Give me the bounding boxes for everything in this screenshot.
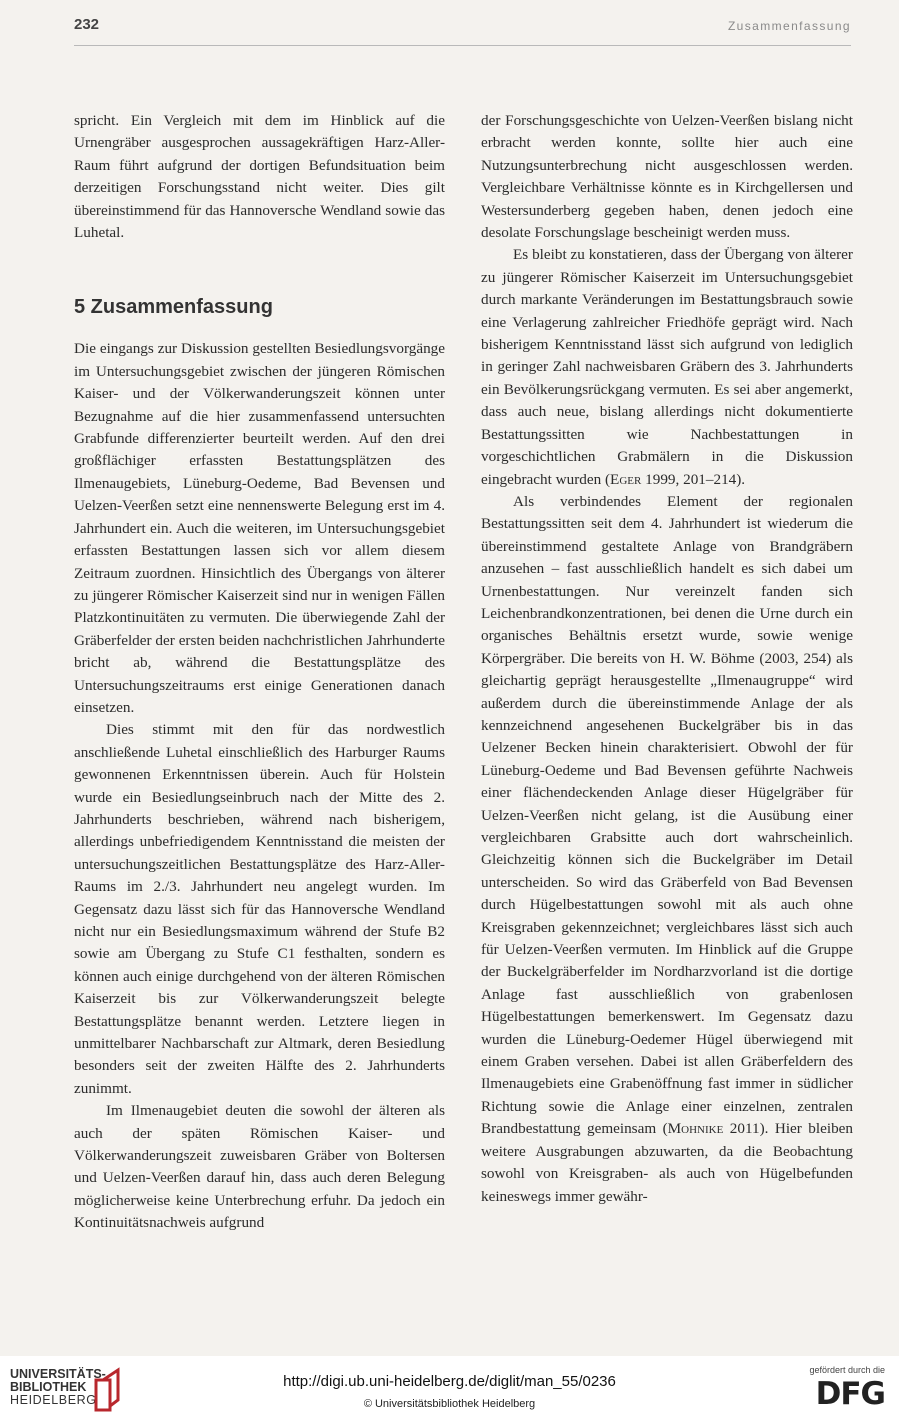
right-paragraph-continued: der Forschungsgeschichte von Uelzen-Veerßen bislang nicht erbracht werden konnte, sollte hier auch eine Nutzungsunterbrechung nicht ausgeschlossen werden. Vergleichbare Verhältnisse könnte es in Kirchgellersen und Westersunderberg gegeben haben, denen jedoch eine desolate Forschungslage bescheinigt werden muss. [481, 112, 853, 242]
header-rule [74, 45, 851, 46]
dfg-logo[interactable]: DFG [815, 1376, 885, 1412]
left-paragraph-continued: spricht. Ein Vergleich mit dem im Hinblick auf die Urnengräber ausgesprochen aussagekräftigen Harz-Aller-Raum führt aufgrund der dortigen Befundsituation beim derzeitigen Forschungsstand nicht weiter. Dies gilt übereinstimmend für das Hannoversche Wendland sowie das Luhetal. [74, 112, 445, 242]
right-paragraph-2 [481, 491, 853, 1208]
left-paragraph-3: Im Ilmenaugebiet deuten die sowohl der älteren als auch der späten Römischen Kaiser- und Völkerwanderungszeit zuweisbaren Gräber von Boltersen und Uelzen-Veerßen darauf hin, dass auch deren Belegung möglicherweise keine Unterbrechung erfuhr. Da jedoch ein Kontinuitätsnachweis aufgrund [74, 1102, 445, 1232]
page-number: 232 [74, 16, 100, 33]
right-paragraph-2-end: 2011). Hier bleiben weitere Ausgrabungen abzuwarten, da die Beobachtung sowohl von Kreisgraben- als auch von Hügelbefunden keineswegs immer gewähr- [481, 1120, 853, 1205]
right-paragraph-1 [481, 244, 853, 490]
left-column [74, 110, 445, 1235]
left-paragraph-1: Die eingangs zur Diskussion gestellten Besiedlungsvorgänge im Untersuchungsgebiet zwischen der jüngeren Römischen Kaiser- und der Völkerwanderungszeit können unter Bezugnahme auf die hier zusammenfassend untersuchten Grabfunde differenzierter beurteilt werden. Auf den drei großflächiger erfassten Bestattungsplätzen des Ilmenaugebiets, Lüneburg-Oedeme, Bad Bevensen und Uelzen-Veerßen setzt eine nennenswerte Belegung erst im 4. Jahrhundert ein. Auch die weiteren, im Untersuchungsgebiet erfassten Bestattungen lassen sich vor allem diesem Zeitraum zuordnen. Hinsichtlich des Übergangs von älterer zu jüngerer Römischer Kaiserzeit sind nur in wenigen Fällen Platzkontinuitäten zu vermuten. Die überwiegende Zahl der Gräberfelder der ersten beiden nachchristlichen Jahrhunderte bricht ab, während die Bestattungsplätze des Untersuchungszeitraums erst einige Generationen danach einsetzen. [74, 340, 445, 716]
right-paragraph-1-text: Es bleibt zu konstatieren, dass der Übergang von älterer zu jüngerer Römischer Kaiserzeit im Untersuchungsgebiet durch markante Veränderungen im Bestattungsbrauch sowie eine Verlagerung zahlreicher Friedhöfe geprägt wird. Nach bisherigem Kenntnisstand lässt sich aufgrund von lediglich in geringer Zahl nachweisbaren Gräbern des 3. Jahrhunderts ein Bevölkerungsrückgang vermuten. Es sei aber angemerkt, dass auch neue, bislang allerdings nicht dokumentierte Bestattungssitten wie Nachbestattungen in vorgeschichtlichen Grabmälern in die Diskussion eingebracht wurden ( [481, 246, 853, 488]
library-logo-line1: UNIVERSITÄTS- [10, 1367, 106, 1381]
dfg-caption: gefördert durch die [809, 1365, 885, 1375]
footer-bar [0, 1356, 899, 1422]
right-paragraph-1-citation: 1999, 201–214). [641, 470, 746, 488]
running-head: Zusammenfassung [727, 19, 851, 33]
library-logo-line3: HEIDELBERG [10, 1393, 97, 1407]
right-column [481, 110, 853, 1208]
library-logo-line2: BIBLIOTHEK [10, 1380, 87, 1394]
right-paragraph-2-text: Als verbindendes Element der regionalen Bestattungssitten seit dem 4. Jahrhundert ist wiederum die übereinstimmend gestaltete Anlage von Brandgräbern anzusehen – fast ausschließlich handelt es sich dabei um Urnenbestattungen. Nur vereinzelt fanden sich Leichenbrandkonzentrationen, bei denen die Urne durch ein organisches Behältnis ersetzt wurde, sowie wenige Körpergräber. Die bereits von H. W. Böhme (2003, 254) als gleichartig geprägt herausgestellte „Ilmenaugruppe“ wird außerdem durch die übereinstimmende Anlage der als kennzeichnend angesehenen Buckelgräber bis in das Uelzener Becken hinein charakterisiert. Obwohl der für Lüneburg-Oedeme und Bad Bevensen geführte Nachweis einer flächendeckenden Anlage dieser Hügelgräber für Uelzen-Veerßen nicht gelang, ist die Ausübung einer vergleichbaren Grabsitte auch dort wahrscheinlich. Gleichzeitig können sich die Buckelgräber im Detail unterscheiden. So wird das Gräberfeld von Bad Bevensen durch Hügelbestattungen sowohl mit als auch ohne Kreisgraben gekennzeichnet; vergleichbares lässt sich auch für Uelzen-Veerßen vermuten. Im Hinblick auf die Gruppe der Buckelgräberfelder im Nordharzvorland ist die dortige Anlage fast ausschließlich von grabenlosen Hügelbestattungen bemerkenswert. Im Gegensatz dazu wurden die Lüneburg-Oedemer Hügel überwiegend mit einem Graben versehen. Dabei ist allen Gräberfeldern des Ilmenaugebiets eine Grabenöffnung fast immer in südlicher Richtung sowie die Anlage einer einzelnen, zentralen Brandbestattung gemeinsam ( [481, 492, 853, 1138]
section-heading: 5 Zusammenfassung [74, 296, 273, 319]
left-paragraph-2: Dies stimmt mit den für das nordwestlich anschließende Luhetal einschließlich des Harburger Raums gewonnenen Erkenntnissen überein. Auch für Holstein wurde ein Besiedlungseinbruch nach der Mitte des 2. Jahrhunderts beschrieben, während nach bisherigem, allerdings unbefriedigendem Kenntnisstand die meisten der untersuchungszeitlichen Bestattungsplätze des Harz-Aller-Raums im 2./3. Jahrhundert neu angelegt wurden. Im Gegensatz dazu lässt sich für das Hannoversche Wendland nicht nur ein Besiedlungsmaximum während der Stufe B2 sowie am Übergang zu Stufe C1 festhalten, sondern es können auch einige durchgehend von der älteren Römischen Kaiserzeit bis zur Völkerwanderungszeit belegte Bestattungsplätze benannt werden. Letztere liegen in unmittelbarer Nachbarschaft zur Altmark, deren Besiedlung besonders seit der zweiten Hälfte des 2. Jahrhunderts zunimmt. [74, 721, 445, 1097]
copyright-notice: © Universitätsbibliothek Heidelberg [363, 1398, 536, 1410]
citation-author-eger: Eger [610, 470, 642, 488]
permalink-url[interactable]: http://digi.ub.uni-heidelberg.de/diglit/man_55/0236 [283, 1373, 616, 1390]
citation-author-mohnike: Mohnike [667, 1120, 724, 1138]
